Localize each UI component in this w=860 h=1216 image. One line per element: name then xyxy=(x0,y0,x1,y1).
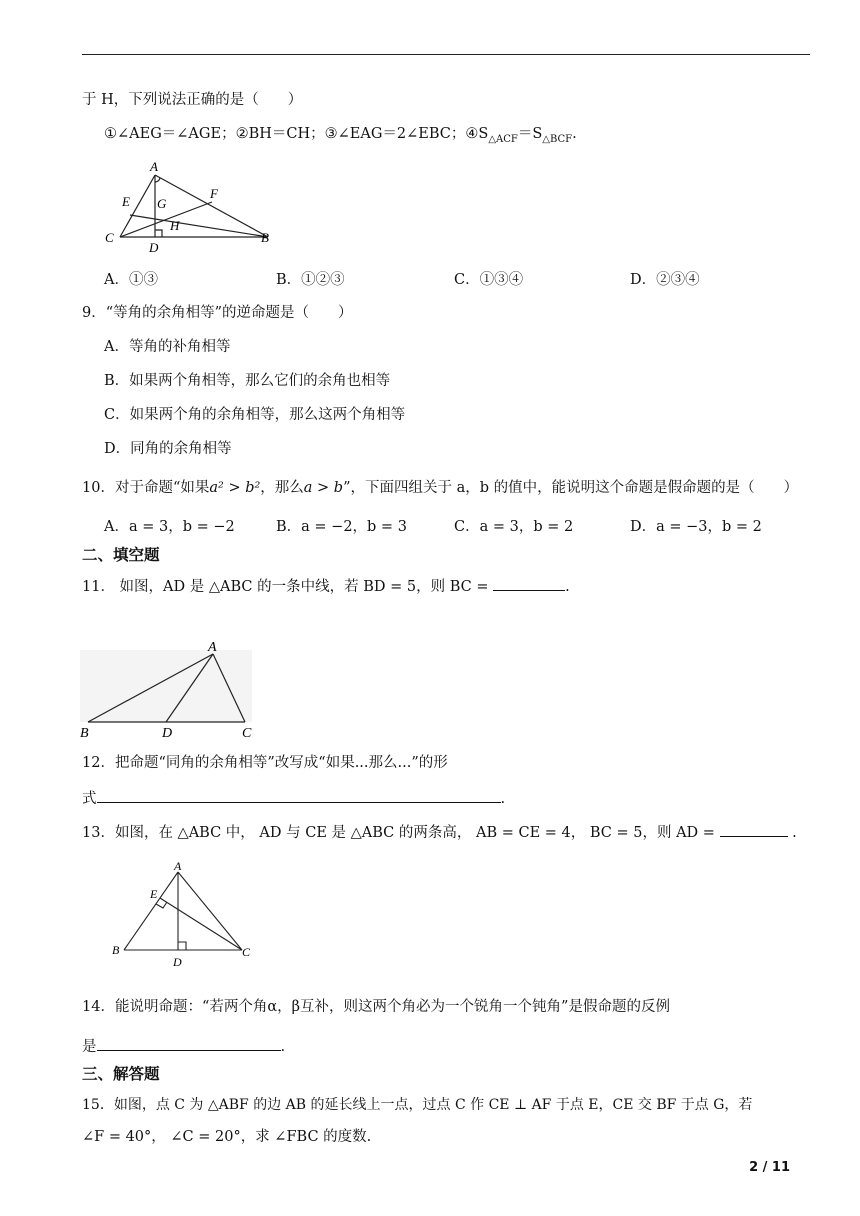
fig11-label-d: D xyxy=(162,726,173,740)
q14-stem: 14．能说明命题：“若两个角α，β互补，则这两个角必为一个锐角一个钝角”是假命题的反例 xyxy=(82,999,670,1015)
q9-stem: 9．“等角的余角相等”的逆命题是（ ） xyxy=(82,305,353,321)
fig13-label-b: B xyxy=(112,943,120,957)
q13-stem xyxy=(82,822,797,843)
q10-stem-b: ，那么 xyxy=(260,480,304,496)
q12-answer-blank[interactable] xyxy=(97,788,501,803)
q14-line2-text: 是 xyxy=(82,1039,97,1055)
q11-stem-text: 11． 如图，AD 是 △ABC 的一条中线，若 BD = 5，则 BC = xyxy=(82,579,494,595)
q8-option-b[interactable]: B．①②③ xyxy=(276,272,345,288)
q11-end: . xyxy=(565,579,570,595)
q14-line2 xyxy=(82,1036,285,1057)
q12-end: . xyxy=(500,791,506,807)
fig8-label-c: C xyxy=(105,230,114,245)
q14-end: . xyxy=(280,1039,286,1055)
q13-answer-blank[interactable] xyxy=(720,822,788,837)
q10-stem-a: 10．对于命题“如果 xyxy=(82,480,210,496)
q9-option-b[interactable]: B．如果两个角相等，那么它们的余角也相等 xyxy=(104,373,391,389)
q12-line2-text: 式 xyxy=(82,791,97,807)
q10-math2: a > b xyxy=(303,480,344,496)
fig13-label-a: A xyxy=(174,860,182,873)
q13-stem-text: 13．如图，在 △ABC 中， AD 与 CE 是 △ABC 的两条高， AB = CE = 4， BC = 5，则 AD = xyxy=(82,825,720,841)
q15-line2: ∠F = 40°， ∠C = 20°，求 ∠FBC 的度数. xyxy=(82,1129,372,1145)
q8-end: . xyxy=(572,126,577,142)
section-fill-in-heading: 二、填空题 xyxy=(82,546,160,564)
fig8-label-a: A xyxy=(150,160,158,174)
q8-stem-tail: 于 H，下列说法正确的是（ ） xyxy=(82,92,303,108)
q15-stem: 15．如图，点 C 为 △ABF 的边 AB 的延长线上一点，过点 C 作 CE ⊥ AF 于点 E，CE 交 BF 于点 G，若 xyxy=(82,1097,753,1113)
q8-sub2: △BCF xyxy=(542,133,573,145)
q8-sub1: △ACF xyxy=(488,133,518,145)
q10-stem xyxy=(82,478,798,498)
q8-eq: ＝S xyxy=(517,126,543,142)
q10-math1: a² > b² xyxy=(209,480,261,496)
page-number: 2 / 11 xyxy=(749,1160,790,1175)
q13-figure xyxy=(108,860,258,970)
q8-statements-text: ①∠AEG＝∠AGE；②BH＝CH；③∠EAG＝2∠EBC；④S xyxy=(104,126,489,142)
header-rule xyxy=(82,54,810,55)
fig13-label-d: D xyxy=(173,955,182,969)
fig13-label-e: E xyxy=(150,887,158,901)
q10-option-c[interactable]: C．a = 3，b = 2 xyxy=(454,519,574,535)
q8-option-d[interactable]: D．②③④ xyxy=(630,272,700,288)
q10-option-a[interactable]: A．a = 3，b = −2 xyxy=(104,519,235,535)
q8-figure xyxy=(100,160,280,258)
q12-line2 xyxy=(82,788,505,809)
fig8-label-e: E xyxy=(122,194,130,209)
q13-end: . xyxy=(787,825,797,841)
fig8-label-b: B xyxy=(261,230,269,245)
fig11-label-b: B xyxy=(80,726,89,740)
q10-stem-c: ”，下面四组关于 a，b 的值中，能说明这个命题是假命题的是（ ） xyxy=(343,480,799,496)
q14-answer-blank[interactable] xyxy=(97,1036,281,1051)
q11-answer-blank[interactable] xyxy=(493,576,565,591)
q10-option-d[interactable]: D．a = −3，b = 2 xyxy=(630,519,762,535)
fig8-label-h: H xyxy=(170,218,180,233)
fig11-label-a: A xyxy=(208,640,217,655)
section-solve-heading: 三、解答题 xyxy=(82,1065,160,1083)
q9-option-a[interactable]: A．等角的补角相等 xyxy=(104,339,231,355)
q9-option-c[interactable]: C．如果两个角的余角相等，那么这两个角相等 xyxy=(104,407,406,423)
q8-option-c[interactable]: C．①③④ xyxy=(454,272,524,288)
fig8-label-g: G xyxy=(157,196,167,211)
q11-figure xyxy=(78,640,268,740)
q11-stem xyxy=(82,576,570,597)
fig13-label-c: C xyxy=(242,945,251,959)
fig8-label-f: F xyxy=(210,186,218,201)
q8-statements xyxy=(104,124,577,150)
fig11-label-c: C xyxy=(242,726,252,740)
q12-stem: 12．把命题“同角的余角相等”改写成“如果...那么...”的形 xyxy=(82,755,448,771)
q9-option-d[interactable]: D．同角的余角相等 xyxy=(104,441,232,457)
q10-option-b[interactable]: B．a = −2，b = 3 xyxy=(276,519,407,535)
q8-option-a[interactable]: A．①③ xyxy=(104,272,158,288)
fig8-label-d: D xyxy=(149,240,159,255)
